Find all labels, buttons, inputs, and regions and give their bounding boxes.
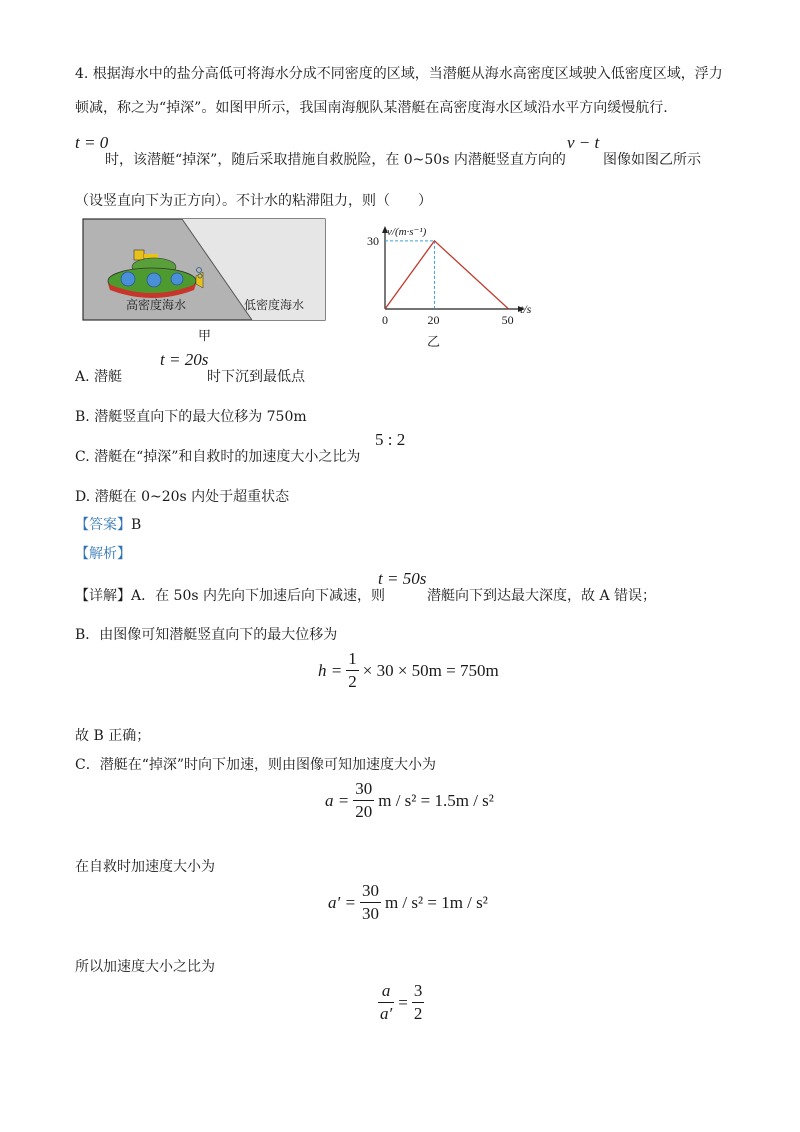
option-b: B. 潜艇竖直向下的最大位移为 750m — [75, 409, 307, 425]
eq3-numerator: 30 — [360, 880, 381, 903]
eq1-denominator: 2 — [348, 672, 357, 691]
eq2-numerator: 30 — [353, 778, 374, 801]
solution-c-line-2: 在自救时加速度大小为 — [75, 859, 215, 875]
analysis-label: 【解析】 — [75, 546, 131, 562]
eq2-rhs: m / s² = 1.5m / s² — [378, 790, 494, 810]
answer-value: B — [131, 517, 142, 533]
question-line-2: 顿减，称之为“掉深”。如图甲所示，我国南海舰队某潜艇在高密度海水区域沿水平方向缓慢航行. — [75, 100, 668, 116]
detail-label: 【详解】 — [75, 588, 131, 604]
eq4-numerator-right: 3 — [412, 980, 425, 1003]
eq4-numerator-left: a — [378, 980, 394, 1003]
eq4-fraction-left — [378, 980, 394, 1025]
eq4-denominator-right: 2 — [413, 1004, 423, 1023]
eq4-fraction-right — [412, 980, 425, 1025]
origin-label: 0 — [382, 313, 388, 327]
eq2-denominator: 20 — [355, 802, 373, 821]
question-line-4: （设竖直向下为正方向）。不计水的粘滞阻力，则（ ） — [75, 193, 432, 209]
solution-a-text: A．在 50s 内先向下加速后向下减速，则 — [131, 588, 386, 604]
question-line-1: 4. 根据海水中的盐分高低可将海水分成不同密度的区域，当潜艇从海水高密度区域驶入低密度区域，浮力 — [75, 66, 723, 82]
figure-yi-chart — [355, 222, 540, 348]
question-line-3b: 图像如图乙所示 — [603, 152, 701, 168]
answer-row — [75, 514, 141, 534]
option-d: D. 潜艇在 0~20s 内处于超重状态 — [75, 489, 290, 505]
eq3-fraction — [360, 880, 381, 925]
solution-a — [75, 585, 385, 605]
equation-displacement — [318, 648, 499, 693]
high-density-label: 高密度海水 — [126, 298, 187, 312]
solution-c-line: C．潜艇在“掉深”时向下加速，则由图像可知加速度大小为 — [75, 757, 437, 773]
eq2-fraction — [353, 778, 374, 823]
eq4-equals: = — [398, 992, 408, 1012]
option-c: C. 潜艇在“掉深”和自救时的加速度大小之比为 — [75, 449, 361, 465]
eq1-numerator: 1 — [346, 648, 359, 671]
x-tick-label: 50 — [501, 313, 514, 327]
eq1-rhs: × 30 × 50m = 750m — [362, 660, 499, 680]
eq3-rhs: m / s² = 1m / s² — [384, 892, 488, 912]
answer-label: 【答案】 — [75, 517, 131, 533]
velocity-line — [385, 241, 509, 309]
solution-c-line-3: 所以加速度大小之比为 — [75, 959, 215, 975]
solution-a-math: t = 50s — [378, 569, 427, 588]
figure-jia — [82, 218, 327, 346]
solution-b-conclusion: 故 B 正确； — [75, 728, 151, 744]
y-tick-label: 30 — [367, 233, 379, 248]
eq1-fraction — [346, 648, 359, 693]
option-a — [75, 366, 122, 386]
chart-marks — [367, 226, 525, 327]
x-tick-label: 20 — [427, 313, 440, 327]
equation-acceleration-1 — [325, 778, 494, 823]
option-a-text: 时下沉到最低点 — [207, 369, 305, 385]
x-axis-label: t/s — [520, 302, 532, 316]
option-a-math: t = 20s — [160, 350, 209, 369]
option-c-math: 5 : 2 — [375, 430, 406, 449]
equation-ratio — [378, 980, 424, 1025]
eq3-lhs: a′ = — [328, 892, 356, 912]
figure-yi-caption: 乙 — [427, 334, 441, 348]
eq3-denominator: 30 — [361, 904, 379, 923]
eq1-lhs: h = — [318, 660, 343, 680]
math-t-zero: t = 0 — [75, 133, 109, 152]
y-axis-label: v/(m·s⁻¹) — [387, 226, 427, 238]
solution-b-line: B．由图像可知潜艇竖直向下的最大位移为 — [75, 627, 338, 643]
option-a-label: A. 潜艇 — [75, 369, 123, 385]
question-line-3a: 时，该潜艇“掉深”，随后采取措施自救脱险，在 0~50s 内潜艇竖直方向的 — [105, 152, 566, 168]
eq2-lhs: a = — [325, 790, 350, 810]
equation-acceleration-2 — [328, 880, 488, 925]
figure-jia-caption: 甲 — [198, 328, 212, 343]
math-v-t: v − t — [567, 133, 600, 152]
low-density-label: 低密度海水 — [244, 298, 305, 312]
solution-a-conclusion: 潜艇向下到达最大深度，故 A 错误； — [427, 588, 657, 604]
eq4-denominator-left: a′ — [380, 1004, 393, 1023]
